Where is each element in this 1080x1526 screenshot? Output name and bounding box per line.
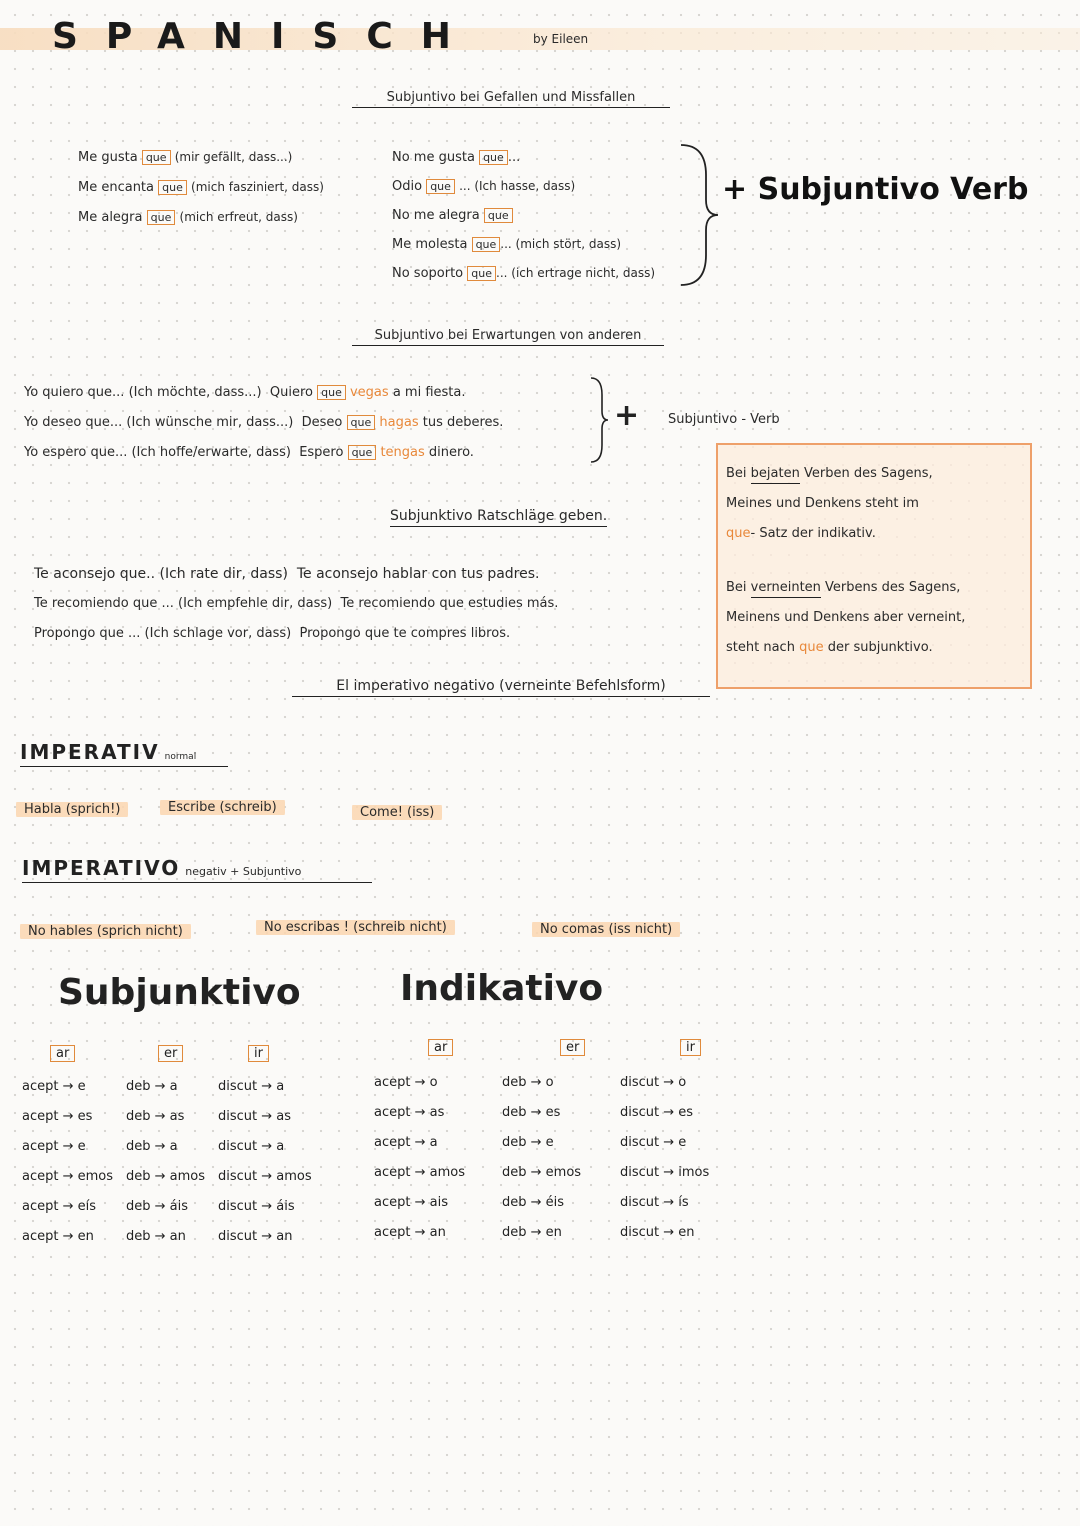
note-text: Verben des Sagens, [803,466,933,481]
list-item [392,237,655,266]
author-credit: by Eileen [533,32,589,46]
phrase: Propongo que ... (Ich schlage vor, dass) [34,626,292,641]
example: Te aconsejo hablar con tus padres. [296,566,540,582]
example: Propongo que te compres libros. [299,626,511,641]
que-box: que [142,150,171,165]
column-header: ir [680,1039,701,1056]
conjugation: acept → e [22,1079,86,1094]
section-heading-erwartungen: Subjuntivo bei Erwartungen von anderen [352,328,664,346]
example: Quiero [269,385,313,400]
conjugation: deb → en [502,1225,562,1240]
subjuntivo-table-title: Subjunktivo [58,972,301,1013]
list-item [78,210,324,240]
list-item [392,179,655,208]
imperativ-title: IMPERATIV [20,740,160,764]
section-heading-ratschlaege: Subjunktivo Ratschläge geben. [390,508,607,527]
plus-sign: + [614,398,640,433]
note-text: Meines und Denkens steht im [726,496,919,511]
subj-column-ir [218,1042,338,1252]
que-box: que [472,237,501,252]
phrase: No me gusta [392,150,475,165]
section-heading-gefallen: Subjuntivo bei Gefallen und Missfallen [352,90,670,108]
subjuntivo-verb-label: + Subjuntivo Verb [722,172,1029,207]
subjunctive-verb: vegas [349,385,389,400]
list-item [78,150,324,180]
subjuntivo-verb-note: Subjuntivo - Verb [668,412,780,427]
list-item [24,445,503,475]
translation: ... [507,150,521,165]
que-box: que [347,415,376,430]
que-box: que [147,210,176,225]
conjugation: deb → es [502,1105,561,1120]
column-header: er [158,1045,183,1062]
translation: ... (ich ertrage nicht, dass) [496,266,656,280]
phrase: No me alegra [392,208,480,223]
que-box: que [467,266,496,281]
imperativo-negativo-subtitle: negativ + Subjuntivo [185,865,302,878]
conjugation: acept → o [374,1075,438,1090]
list-item [24,415,503,445]
imperativ-example-habla: Habla (sprich!) [16,800,128,819]
subj-column-er [126,1042,216,1252]
example-end: dinero. [428,445,474,460]
phrase: Yo deseo que... (Ich wünsche mir, dass...) [24,415,294,430]
conjugation: discut → a [218,1079,285,1094]
note-paragraph-affirmative [726,459,1022,549]
phrase: Me encanta [78,180,155,195]
note-text: der subjunktivo. [827,640,933,655]
translation: (mich erfreut, dass) [179,210,298,224]
conjugation: discut → áis [218,1199,295,1214]
conjugation: acept → an [374,1225,446,1240]
note-text: Bei [726,580,747,595]
que-box: que [348,445,377,460]
conjugation: acept → es [22,1109,93,1124]
conjugation: acept → ais [374,1195,448,1210]
conjugation: deb → a [126,1139,178,1154]
que-box: que [484,208,513,223]
conjugation: discut → an [218,1229,293,1244]
ind-column-ar [374,1036,494,1248]
conjugation: acept → eís [22,1199,97,1214]
conjugation: deb → a [126,1079,178,1094]
conjugation: acept → emos [22,1169,114,1184]
page-title: SPANISCH [52,16,479,57]
conjugation: acept → a [374,1135,438,1150]
list-item [392,150,655,179]
conjugation: discut → es [620,1105,694,1120]
phrase: Me gusta [78,150,138,165]
note-paragraph-negative [726,573,1022,663]
example: Te recomiendo que estudies más. [340,596,559,611]
que-box: que [479,150,508,165]
ind-column-er [502,1036,612,1248]
conjugation: deb → o [502,1075,554,1090]
example: Deseo [301,415,343,430]
que-box: que [317,385,346,400]
note-text: Meinens und Denkens aber verneint, [726,610,966,625]
column-header: ir [248,1045,269,1062]
gefallen-left-list [78,150,324,240]
ind-column-ir [620,1036,740,1248]
note-text: steht nach [726,640,795,655]
example-end: tus deberes. [422,415,504,430]
conjugation: discut → o [620,1075,687,1090]
phrase: Yo espero que... (Ich hoffe/erwarte, dass) [24,445,291,460]
list-item [24,385,503,415]
conjugation: deb → emos [502,1165,582,1180]
phrase: Yo quiero que... (Ich möchte, dass...) [24,385,262,400]
imperativo-negativo-heading [22,856,372,883]
list-item [34,596,558,626]
conjugation: discut → en [620,1225,695,1240]
note-text: Verbens des Sagens, [825,580,961,595]
conjugation: deb → e [502,1135,554,1150]
conjugation: acept → amos [374,1165,465,1180]
note-box [716,443,1032,689]
column-header: ar [428,1039,453,1056]
conjugation: discut → amos [218,1169,312,1184]
conjugation: deb → amos [126,1169,206,1184]
que-box: que [158,180,187,195]
list-item [392,266,655,295]
translation: (mir gefällt, dass...) [174,150,293,164]
conjugation: discut → imos [620,1165,710,1180]
translation: (mich fasziniert, dass) [191,180,324,194]
conjugation: acept → en [22,1229,94,1244]
list-item [34,626,558,656]
conjugation: discut → ís [620,1195,689,1210]
subjunctive-verb: tengas [380,445,425,460]
phrase: No soporto [392,266,464,281]
imperativ-example-come: Come! (iss) [352,803,442,822]
phrase: Me alegra [78,210,143,225]
phrase: Te recomiendo que ... (Ich empfehle dir, dass) [34,596,333,611]
translation: ... (Ich hasse, dass) [459,179,576,193]
note-que: que [726,526,751,541]
imperativo-negativo-title: IMPERATIVO [22,856,181,880]
phrase: Me molesta [392,237,468,252]
list-item [34,566,558,596]
column-header: er [560,1039,585,1056]
translation: ... (mich stört, dass) [500,237,621,251]
example-end: a mi fiesta. [392,385,466,400]
phrase: Odio [392,179,423,194]
conjugation: acept → as [374,1105,445,1120]
negativo-example-comas: No comas (iss nicht) [532,920,680,939]
conjugation: discut → a [218,1139,285,1154]
imperativ-heading [20,740,228,767]
column-header: ar [50,1045,75,1062]
gefallen-right-list [392,150,655,295]
imperativ-example-escribe: Escribe (schreib) [160,798,285,817]
conjugation: discut → as [218,1109,292,1124]
conjugation: acept → e [22,1139,86,1154]
note-text: Bei [726,466,747,481]
list-item [392,208,655,237]
section-heading-imperativo: El imperativo negativo (verneinte Befehlsform) [292,678,710,697]
conjugation: deb → áis [126,1199,189,1214]
conjugation: deb → as [126,1109,185,1124]
example: Espero [299,445,344,460]
phrase: Te aconsejo que.. (Ich rate dir, dass) [34,566,288,582]
que-box: que [426,179,455,194]
negativo-example-hables: No hables (sprich nicht) [20,922,191,941]
curly-brace-gefallen [676,140,726,290]
subj-column-ar [22,1042,122,1252]
negativo-example-escribas: No escribas ! (schreib nicht) [256,918,455,937]
note-que: que [799,640,824,655]
conjugation: deb → éis [502,1195,565,1210]
note-text: - Satz der indikativ. [750,526,876,541]
list-item [78,180,324,210]
imperativ-subtitle: normal [164,752,197,762]
note-keyword: bejaten [751,466,800,484]
indicativo-table-title: Indikativo [400,968,604,1009]
ratschlaege-list [34,566,558,656]
curly-brace-erwartungen [588,375,610,465]
conjugation: deb → an [126,1229,186,1244]
conjugation: discut → e [620,1135,687,1150]
erwartungen-list [24,385,503,475]
note-keyword: verneinten [751,580,821,598]
subjunctive-verb: hagas [379,415,419,430]
